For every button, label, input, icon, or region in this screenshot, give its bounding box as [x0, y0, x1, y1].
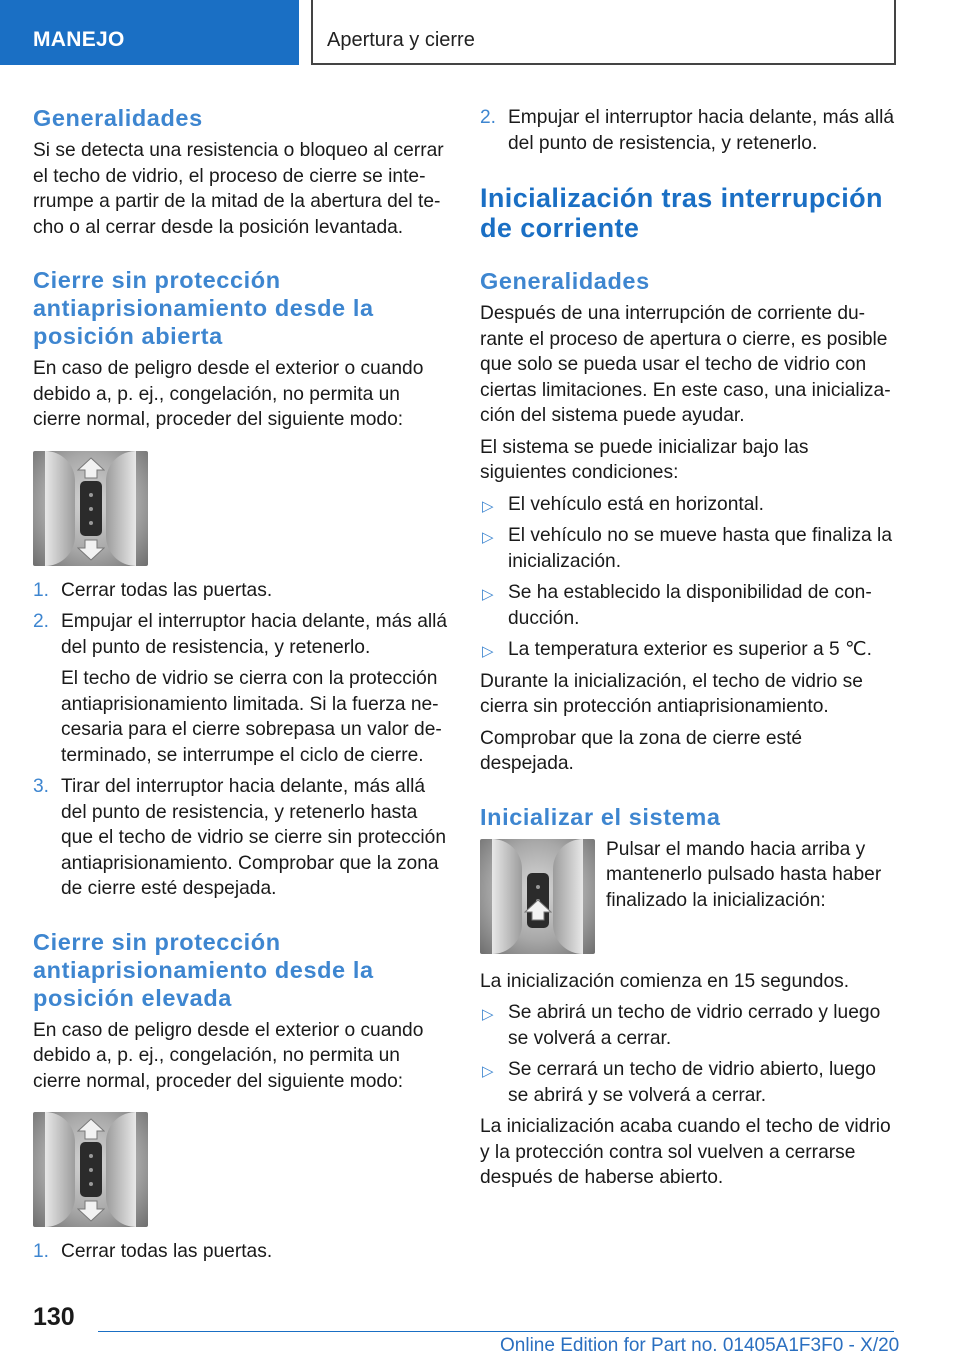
list-item — [480, 1000, 898, 1051]
heading-generalidades-2: Generalidades — [480, 268, 650, 294]
left-column — [33, 98, 451, 1265]
step-text: Empujar el interruptor hacia delante, más allá del punto de resistencia, y retenerlo. — [508, 107, 895, 154]
switch-photo-push-pull — [33, 451, 148, 566]
arrow-up-icon — [77, 457, 105, 479]
list-item — [480, 580, 898, 631]
step-text: Cerrar todas las puertas. — [61, 1241, 273, 1262]
heading-inicializar-sistema: Inicializar el sistema — [480, 803, 721, 830]
heading-inicializacion: Inicialización tras interrupción de corriente — [480, 183, 883, 243]
bullet-triangle-icon: ▷ — [482, 1006, 494, 1023]
section-label: MANEJO — [33, 28, 125, 51]
list-item — [480, 523, 898, 574]
bullet-triangle-icon: ▷ — [482, 497, 494, 515]
bullet-triangle-icon: ▷ — [482, 529, 494, 546]
paragraph-init-1: Después de una interrupción de corriente durante el proceso de apertura o cierre, es posible que solo se pueda usar el techo de vidrio con ciertas limitaciones. En este caso, una inicialización del sistema puede ayudar. — [480, 303, 891, 426]
heading-cierre-elevada: Cierre sin protección antiaprisionamiento desde la posición elevada — [33, 928, 374, 1011]
roof-switch — [80, 1142, 102, 1197]
init-figure-block — [480, 839, 898, 957]
list-item — [480, 637, 898, 663]
list-item — [33, 578, 451, 604]
paragraph-init-2: El sistema se puede inicializar bajo las siguientes condiciones: — [480, 436, 809, 483]
paragraph-sys: Pulsar el mando hacia arriba y mantenerlo pulsado hasta haber finalizado la inicialización: — [606, 838, 882, 911]
bullet-triangle-icon: ▷ — [482, 1063, 494, 1080]
paragraph-init-3: Durante la inicialización, el techo de vidrio se cierra sin protección antiaprisionamiento. — [480, 670, 863, 717]
list-item — [480, 492, 898, 518]
step-number: 1. — [33, 579, 50, 601]
chapter-title: Apertura y cierre — [327, 29, 475, 51]
bullet-text: Se abrirá un techo de vidrio cerrado y luego se volverá a cerrar. — [508, 1002, 881, 1049]
step-text: Tirar del interruptor hacia delante, más allá del punto de resistencia, y retenerlo hasta que el techo de vidrio se cierre sin protección antiaprisionamiento. Comprobar que la zona de cierre esté despejada. — [61, 776, 447, 899]
heading-generalidades: Generalidades — [33, 105, 203, 131]
step-text: Cerrar todas las puertas. — [61, 579, 273, 601]
list-item — [33, 774, 451, 902]
list-item — [33, 609, 451, 660]
switch-photo-push-pull-2 — [33, 1112, 148, 1227]
list-item — [480, 1057, 898, 1108]
arrow-down-icon — [77, 1200, 105, 1222]
chapter-header — [311, 0, 896, 65]
condition-text: Se ha establecido la disponibilidad de conducción. — [508, 582, 872, 629]
paragraph-cierre-abierta: En caso de peligro desde el exterior o cuando debido a, p. ej., congelación, no permita un cierre normal, proceder del siguiente modo: — [33, 358, 424, 430]
section-tab — [0, 0, 299, 65]
bullet-text: Se cerrará un techo de vidrio abierto, luego se abrirá y se volverá a cerrar. — [508, 1059, 876, 1106]
paragraph-init-4: Comprobar que la zona de cierre esté despejada. — [480, 727, 803, 774]
bullet-triangle-icon: ▷ — [482, 643, 494, 660]
step-number: 2. — [33, 611, 50, 632]
step-note: El techo de vidrio se cierra con la protección antiaprisionamiento limitada. Si la fuerza necesaria para el cierre sobrepasa un valor determinado, se interrumpe el ciclo de cierre. — [61, 668, 442, 766]
footer-divider — [98, 1331, 894, 1332]
roof-switch — [80, 481, 102, 536]
step-number: 3. — [33, 776, 50, 797]
bullet-triangle-icon: ▷ — [482, 586, 494, 603]
arrow-up-icon — [77, 1118, 105, 1140]
condition-text: El vehículo no se mueve hasta que finaliza la inicialización. — [508, 525, 892, 572]
condition-text: El vehículo está en horizontal. — [508, 493, 764, 515]
heading-cierre-abierta: Cierre sin protección antiaprisionamiento desde la posición abierta — [33, 267, 374, 349]
switch-photo-push-up — [480, 839, 595, 954]
page-number: 130 — [33, 1303, 75, 1331]
paragraph-cierre-elevada: En caso de peligro desde el exterior o cuando debido a, p. ej., congelación, no permita un cierre normal, proceder del siguiente modo: — [33, 1019, 424, 1092]
list-item — [33, 1239, 451, 1265]
condition-text: La temperatura exterior es superior a 5 ℃. — [508, 639, 872, 660]
arrow-down-icon — [77, 539, 105, 561]
paragraph-sys-2: La inicialización comienza en 15 segundos. — [480, 970, 850, 992]
paragraph-generalidades: Si se detecta una resistencia o bloqueo al cerrar el techo de vidrio, el proceso de cierre se interrumpe a partir de la mitad de la abertura del techo o al cerrar desde la posición levantada. — [33, 140, 444, 238]
arrow-up-icon — [524, 899, 552, 921]
paragraph-sys-3: La inicialización acaba cuando el techo de vidrio y la protección contra sol vuelven a cerrarse después de haberse abierto. — [480, 1116, 891, 1188]
right-column — [480, 98, 898, 1191]
list-item — [480, 105, 898, 156]
edition-note: Online Edition for Part no. 01405A1F3F0 - X/20 — [500, 1335, 900, 1356]
step-number: 1. — [33, 1241, 50, 1262]
step-text: Empujar el interruptor hacia delante, más allá del punto de resistencia, y retenerlo. — [61, 611, 448, 658]
step-number: 2. — [480, 107, 497, 128]
